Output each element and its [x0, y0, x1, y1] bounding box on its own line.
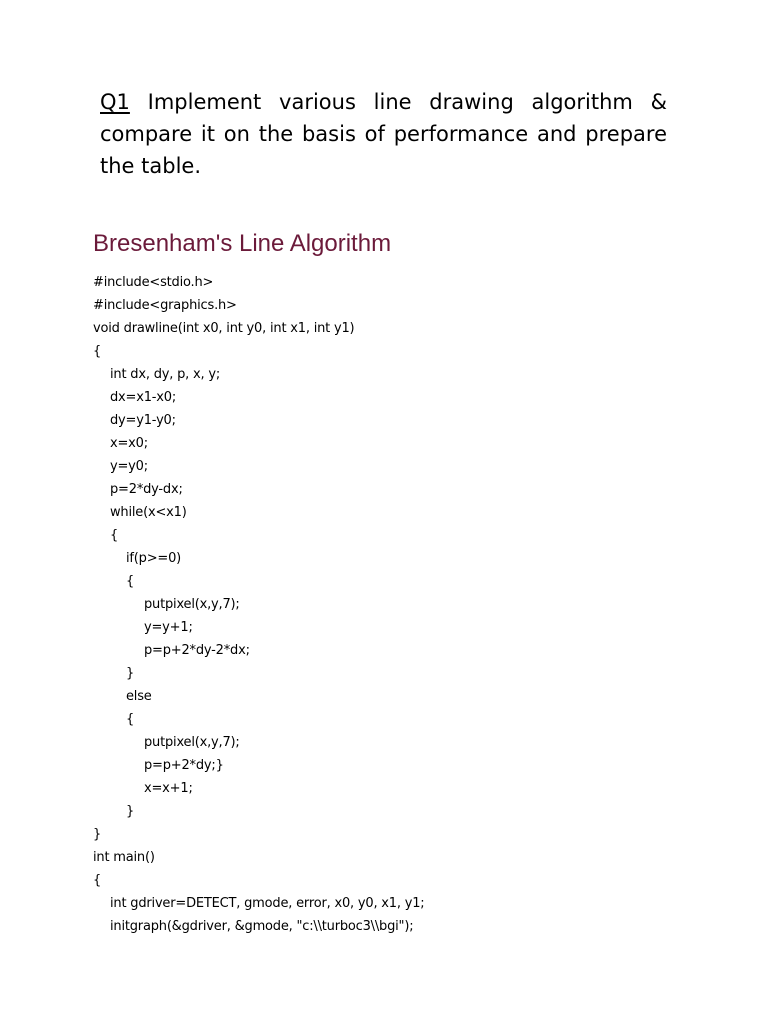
section-heading: Bresenham's Line Algorithm: [93, 230, 392, 257]
code-line: dx=x1-x0;: [110, 390, 177, 405]
code-line: {: [126, 574, 135, 589]
code-line: }: [93, 827, 102, 842]
code-line: #include<graphics.h>: [93, 298, 237, 313]
code-line: p=2*dy-dx;: [110, 482, 183, 497]
code-line: initgraph(&gdriver, &gmode, "c:\\turboc3\\bgi");: [110, 919, 414, 934]
code-line: {: [110, 528, 119, 543]
code-line: void drawline(int x0, int y0, int x1, int y1): [93, 321, 355, 336]
code-listing: [93, 271, 424, 938]
question-text: Implement various line drawing algorithm & compare it on the basis of performance and prepare the table.: [100, 90, 667, 178]
code-line: #include<stdio.h>: [93, 275, 214, 290]
code-line: }: [126, 666, 135, 681]
code-line: else: [126, 689, 152, 704]
code-line: int main(): [93, 850, 155, 865]
code-line: dy=y1-y0;: [110, 413, 176, 428]
code-line: putpixel(x,y,7);: [144, 597, 240, 612]
code-line: {: [93, 873, 102, 888]
question-paragraph: [100, 86, 667, 182]
code-line: p=p+2*dy-2*dx;: [144, 643, 250, 658]
code-line: {: [93, 344, 102, 359]
code-line: if(p>=0): [126, 551, 182, 566]
code-line: while(x<x1): [110, 505, 187, 520]
code-line: x=x0;: [110, 436, 148, 451]
code-line: int gdriver=DETECT, gmode, error, x0, y0, x1, y1;: [110, 896, 425, 911]
code-line: }: [126, 804, 135, 819]
code-line: p=p+2*dy;}: [144, 758, 224, 773]
code-line: putpixel(x,y,7);: [144, 735, 240, 750]
code-line: x=x+1;: [144, 781, 193, 796]
code-line: int dx, dy, p, x, y;: [110, 367, 221, 382]
code-line: {: [126, 712, 135, 727]
code-line: y=y+1;: [144, 620, 193, 635]
question-number: Q1: [100, 90, 130, 114]
code-line: y=y0;: [110, 459, 148, 474]
